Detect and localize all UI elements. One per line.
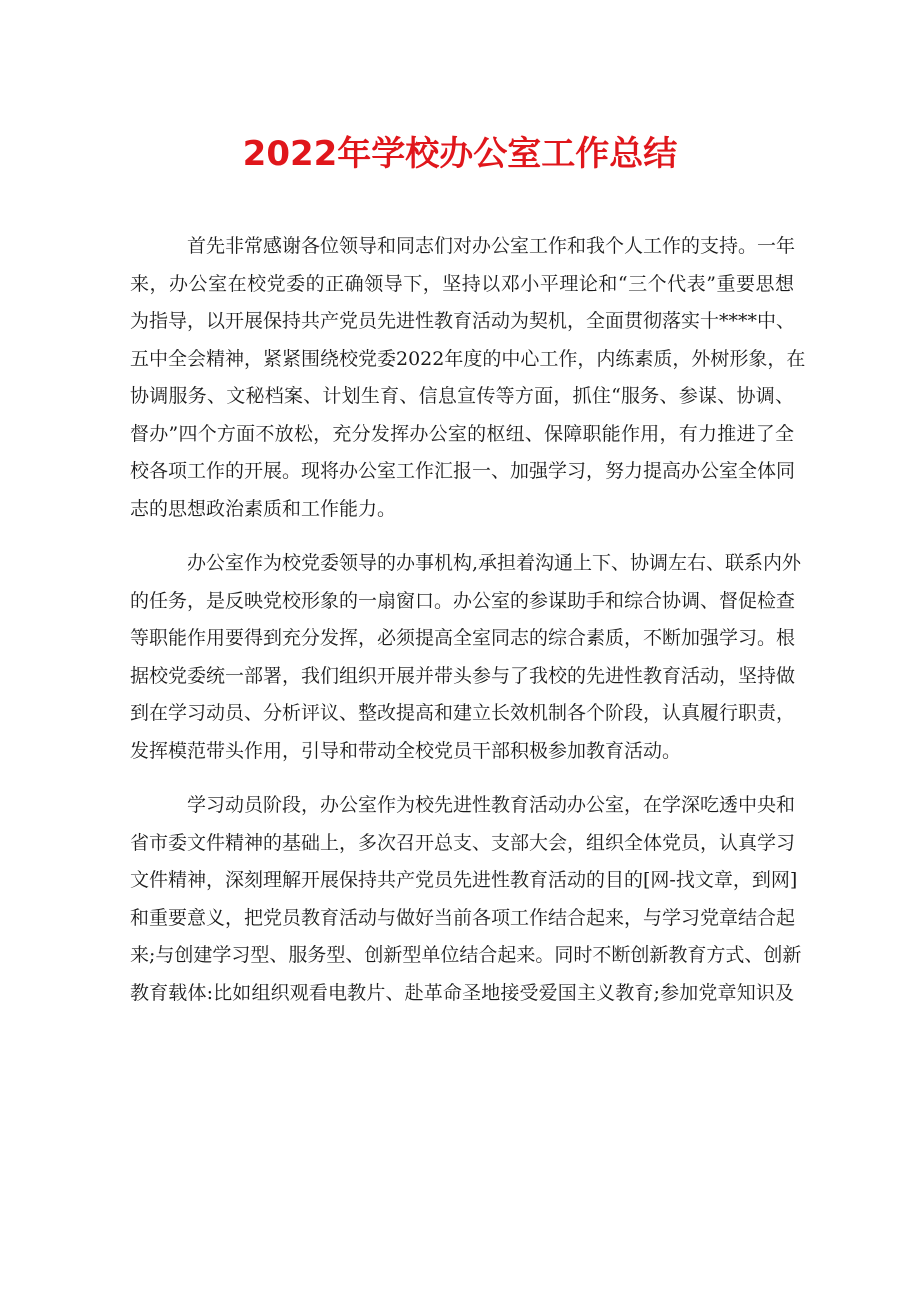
paragraph-line: 据校党委统一部署，我们组织开展并带头参与了我校的先进性教育活动，坚持做 bbox=[130, 664, 796, 687]
document-body bbox=[130, 228, 806, 1029]
paragraph-1 bbox=[130, 228, 806, 528]
paragraph-line: 来;与创建学习型、服务型、创新型单位结合起来。同时不断创新教育方式、创新 bbox=[130, 944, 802, 966]
paragraph-line: 等职能作用要得到充分发挥，必须提高全室同志的综合素质，不断加强学习。根 bbox=[130, 627, 796, 649]
paragraph-line: 为指导，以开展保持共产党员先进性教育活动为契机，全面贯彻落实十****中、 bbox=[130, 310, 796, 332]
paragraph-line: 学习动员阶段，办公室作为校先进性教育活动办公室，在学深吃透中央和 bbox=[187, 794, 796, 816]
paragraph-line: 省市委文件精神的基础上，多次召开总支、支部大会，组织全体党员，认真学习 bbox=[130, 831, 796, 854]
paragraph-line: 到在学习动员、分析评议、整改提高和建立长效机制各个阶段，认真履行职责， bbox=[130, 702, 796, 724]
paragraph-line: 办公室作为校党委领导的办事机构,承担着沟通上下、协调左右、联系内外 bbox=[187, 552, 802, 574]
paragraph-line: 和重要意义，把党员教育活动与做好当前各项工作结合起来，与学习党章结合起 bbox=[130, 906, 796, 929]
document-title: 2022年学校办公室工作总结 bbox=[242, 134, 678, 174]
paragraph-2 bbox=[130, 545, 802, 770]
paragraph-3 bbox=[130, 787, 802, 1012]
paragraph-line: 督办”四个方面不放松，充分发挥办公室的枢纽、保障职能作用，有力推进了全 bbox=[130, 422, 794, 445]
paragraph-line: 文件精神，深刻理解开展保持共产党员先进性教育活动的目的[网-找文章，到网] bbox=[130, 869, 798, 891]
paragraph-line: 首先非常感谢各位领导和同志们对办公室工作和我个人工作的支持。一年 bbox=[187, 235, 796, 257]
paragraph-line: 志的思想政治素质和工作能力。 bbox=[130, 497, 397, 520]
paragraph-line: 协调服务、文秘档案、计划生育、信息宣传等方面，抓住“服务、参谋、协调、 bbox=[130, 385, 794, 407]
paragraph-line: 来，办公室在校党委的正确领导下，坚持以邓小平理论和“三个代表”重要思想 bbox=[130, 272, 794, 295]
paragraph-line: 的任务，是反映党校形象的一扇窗口。办公室的参谋助手和综合协调、督促检查 bbox=[130, 589, 796, 612]
paragraph-line: 教育载体:比如组织观看电教片、赴革命圣地接受爱国主义教育;参加党章知识及 bbox=[130, 981, 794, 1004]
paragraph-line: 五中全会精神，紧紧围绕校党委2022年度的中心工作，内练素质，外树形象，在 bbox=[130, 347, 806, 370]
paragraph-line: 发挥模范带头作用，引导和带动全校党员干部积极参加教育活动。 bbox=[130, 739, 682, 762]
paragraph-line: 校各项工作的开展。现将办公室工作汇报一、加强学习，努力提高办公室全体同 bbox=[130, 460, 796, 482]
